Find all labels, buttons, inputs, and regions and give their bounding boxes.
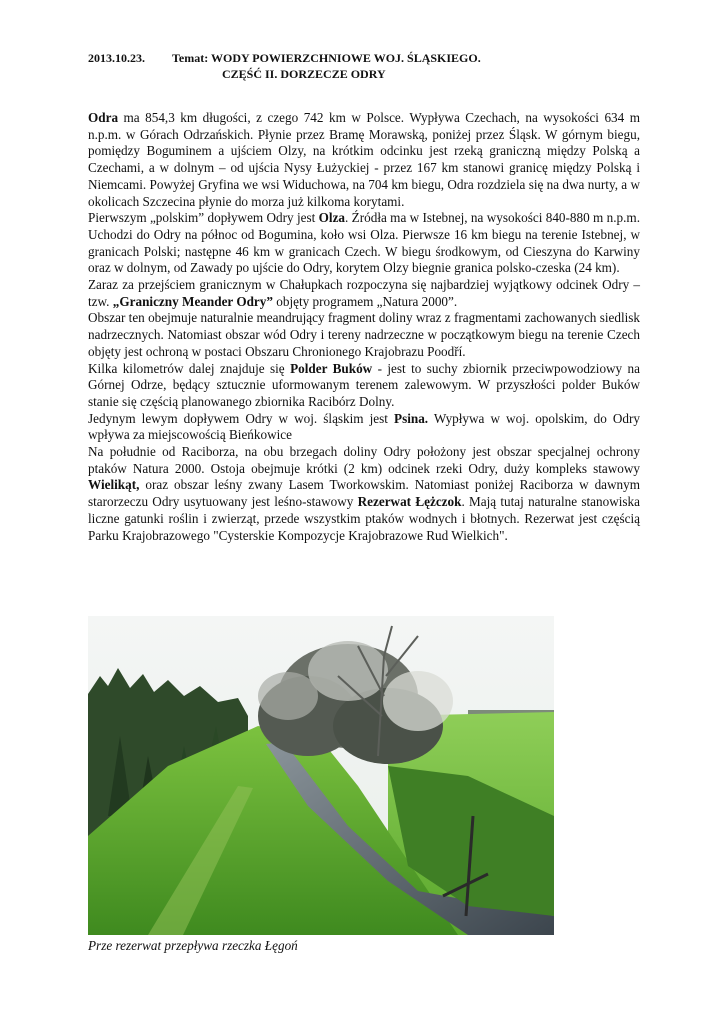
paragraph-psina [88, 411, 640, 444]
text-polder-2: - jest to suchy zbiornik przeciwpowodziowy na Górnej Odrze, będący sztucznie uformowanym terenem zalewowym. W przyszłości polder Buków stanie się częścią planowanego zbiornika Racibórz Dolny. [88, 360, 641, 409]
paragraph-obszar [88, 310, 640, 360]
paragraph-polder [88, 361, 640, 411]
text-meander-2: objęty programem „Natura 2000”. [272, 293, 458, 309]
paragraph-odra [88, 110, 640, 210]
text-psina-1: Jedynym lewym dopływem Odry w woj. śląskim jest [88, 410, 395, 426]
text-natura-2: oraz obszar leśny zwany Lasem Tworkowskim. Natomiast poniżej Raciborza w dawnym starorzeczu Odry usytuowany jest leśno-stawowy [88, 477, 640, 510]
header-line-1 [88, 50, 481, 66]
bold-wielikat: Wielikąt, [88, 477, 140, 493]
text-natura-1: Na południe od Raciborza, na obu brzegach doliny Odry położony jest obszar specjalnej ochrony ptaków Natura 2000. Ostoja obejmuje krótki (2 km) odcinek rzeki Odry, duży kompleks stawowy [88, 444, 640, 476]
text-natura-3: . Mają tutaj naturalne stanowiska liczne gatunki roślin i zwierząt, przede wszystkim ptaków wodnych i błotnych. Rezerwat jest częścią Parku Krajobrazowego "Cysterskie Kompozycje Krajobrazowe Rud Wielkich". [88, 494, 640, 543]
text-meander-1: Zaraz za przejściem granicznym w Chałupkach rozpoczyna się najbardziej wyjątkowy odcinek Odry – tzw. [88, 277, 640, 309]
header-date: 2013.10.23. [88, 51, 145, 65]
landscape-photo [88, 616, 554, 935]
bold-meander: „Graniczny Meander Odry” [112, 293, 273, 309]
header-title-line1: WODY POWIERZCHNIOWE WOJ. ŚLĄSKIEGO. [211, 51, 481, 65]
bold-odra: Odra [88, 110, 119, 125]
text-psina-2: Wypływa w woj. opolskim, do Odry wpływa za miejscowością Bieńkowice [88, 410, 640, 443]
text-odra: ma 854,3 km długości, z czego 742 km w Polsce. Wypływa Czechach, na wysokości 634 m n.p.m. w Górach Odrzańskich. Płynie przez Bramę Morawską, poniżej przez Śląsk. W górnym biegu, pomiędzy Boguminem a ujściem Olzy, na krótkim odcinku jest rzeką graniczną między Polską a Czechami, a w dolnym – od ujścia Nysy Łużyckiej - przez 167 km stanowi granicę między Polską i Niemcami. Powyżej Gryfina we wsi Widuchowa, na 704 km biegu, Odra rozdziela się na dwa nurty, a w okolicach Szczecina płynie do morza już kilkoma korytami. [88, 110, 640, 209]
header-title-line2: CZĘŚĆ II. DORZECZE ODRY [222, 67, 386, 81]
bold-psina: Psina. [394, 410, 429, 426]
paragraph-natura [88, 444, 640, 544]
photo-caption: Prze rezerwat przepływa rzeczka Łęgoń [88, 938, 298, 953]
bold-olza: Olza [318, 210, 346, 226]
text-obszar: Obszar ten obejmuje naturalnie meandrujący fragment doliny wraz z fragmentami zachowanych siedlisk nadrzecznych. Natomiast obszar wód Odry i tereny nadrzeczne w początkowym biegu na terenie Czech objęty jest ochroną w postaci Obszaru Chronionego Krajobrazu Poodří. [88, 310, 640, 359]
text-olza-1: Pierwszym „polskim” dopływem Odry jest [88, 210, 319, 226]
photo-illustration [88, 616, 554, 935]
bold-polder: Polder Buków [290, 360, 373, 376]
document-header [88, 50, 481, 82]
header-topic-label: Temat: [172, 51, 209, 65]
bold-rezerwat: Rezerwat Łężczok [357, 494, 462, 510]
paragraph-olza [88, 210, 640, 277]
article-body [88, 110, 640, 544]
paragraph-meander [88, 277, 640, 310]
header-line-2 [88, 66, 481, 82]
text-olza-2: . Źródła ma w Istebnej, na wysokości 840-880 m n.p.m. Uchodzi do Odry na północ od Bogumina, koło wsi Olza. Pierwsze 16 km biegu na terenie Istebnej, w granicach Polski; następne 46 km w granicach Czech. W biegu środkowym, od Cieszyna do Karwiny oraz w dolnym, od Zawady po ujście do Odry, korytem Olzy biegnie granica polsko-czeska (24 km). [88, 210, 640, 276]
text-polder-1: Kilka kilometrów dalej znajduje się [88, 360, 291, 376]
